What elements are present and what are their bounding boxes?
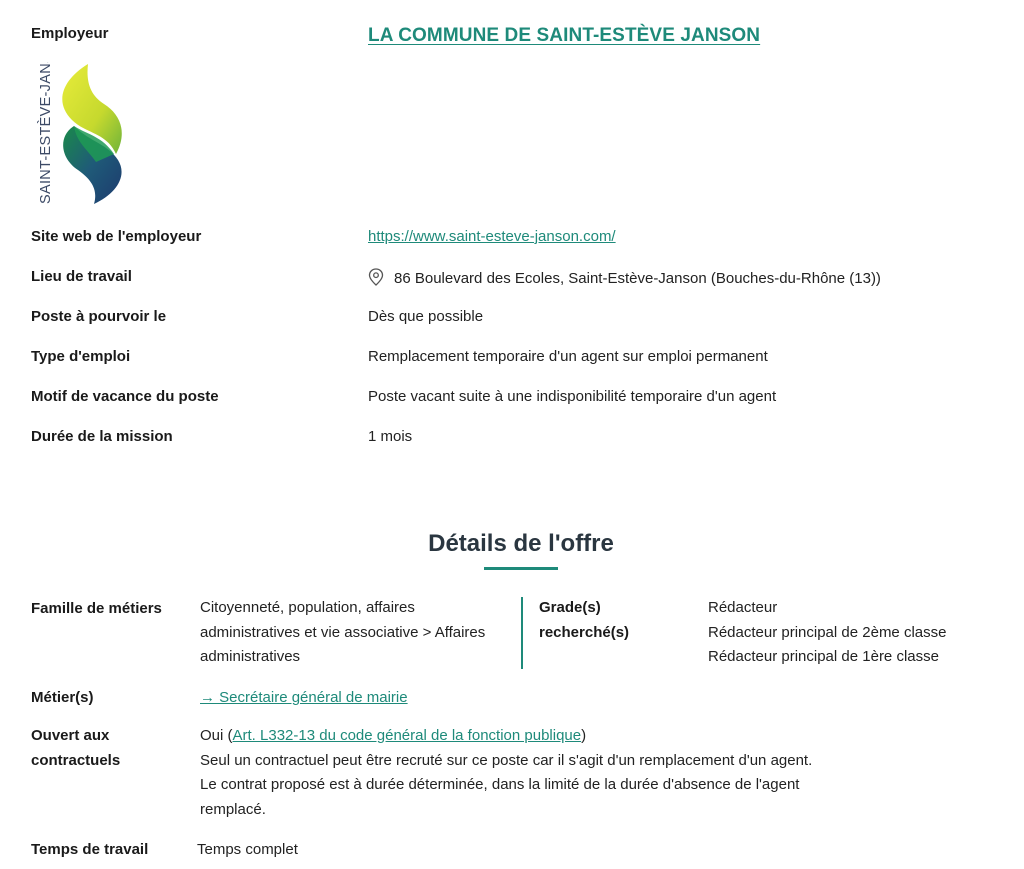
start-date-value: Dès que possible xyxy=(368,308,484,325)
trades-label: Métier(s) xyxy=(31,689,94,706)
work-time-label: Temps de travail xyxy=(31,841,149,858)
law-article-link[interactable]: Art. L332-13 du code général de la fonction publique xyxy=(232,727,582,744)
employer-logo xyxy=(34,62,144,211)
start-date-label: Poste à pourvoir le xyxy=(31,308,167,325)
grades-values xyxy=(708,596,946,670)
open-to-contractors-label: Ouvert aux contractuels xyxy=(31,727,121,769)
mission-duration-value: 1 mois xyxy=(368,428,413,445)
workplace-value xyxy=(368,268,881,287)
svg-text:SAINT-ESTÈVE-JANSON: SAINT-ESTÈVE-JANSON xyxy=(38,62,54,204)
employer-name-link[interactable]: LA COMMUNE DE SAINT-ESTÈVE JANSON xyxy=(368,25,761,46)
grade-item: Rédacteur principal de 1ère classe xyxy=(708,648,939,665)
mission-duration-label: Durée de la mission xyxy=(31,428,173,445)
job-family-value: Citoyenneté, population, affaires administratives et vie associative > Affaires administratives xyxy=(200,599,486,665)
job-family-label: Famille de métiers xyxy=(31,600,162,617)
work-time-value: Temps complet xyxy=(197,841,298,858)
employer-label: Employeur xyxy=(31,25,109,42)
website-link[interactable]: https://www.saint-esteve-janson.com/ xyxy=(368,228,616,245)
title-underline xyxy=(484,567,558,570)
vacancy-reason-value: Poste vacant suite à une indisponibilité temporaire d'un agent xyxy=(368,388,777,405)
grades-label: Grade(s) recherché(s) xyxy=(539,599,630,641)
workplace-address: 86 Boulevard des Ecoles, Saint-Estève-Janson (Bouches-du-Rhône (13)) xyxy=(394,270,881,287)
map-pin-icon xyxy=(368,268,384,286)
trade-link-secretaire-general[interactable]: → Secrétaire général de mairie xyxy=(200,689,408,706)
grade-item: Rédacteur principal de 2ème classe xyxy=(708,623,947,641)
vacancy-reason-label: Motif de vacance du poste xyxy=(31,388,219,405)
saint-esteve-janson-logo-icon xyxy=(34,62,144,207)
job-type-value: Remplacement temporaire d'un agent sur emploi permanent xyxy=(368,348,768,365)
workplace-label: Lieu de travail xyxy=(31,268,132,285)
grade-item: Rédacteur xyxy=(708,599,778,616)
website-label: Site web de l'employeur xyxy=(31,228,202,245)
column-divider xyxy=(521,597,523,669)
open-to-contractors-value: Oui (Art. L332-13 du code général de la fonction publique) Seul un contractuel peut être recruté sur ce poste car il s'agit d'un remplacement d'un agent. Le contrat proposé est à durée déterminée, dans la limité de la durée d'absence de l'agent remplacé. xyxy=(200,727,813,818)
job-type-label: Type d'emploi xyxy=(31,348,131,365)
details-section-title: Détails de l'offre xyxy=(428,530,614,557)
